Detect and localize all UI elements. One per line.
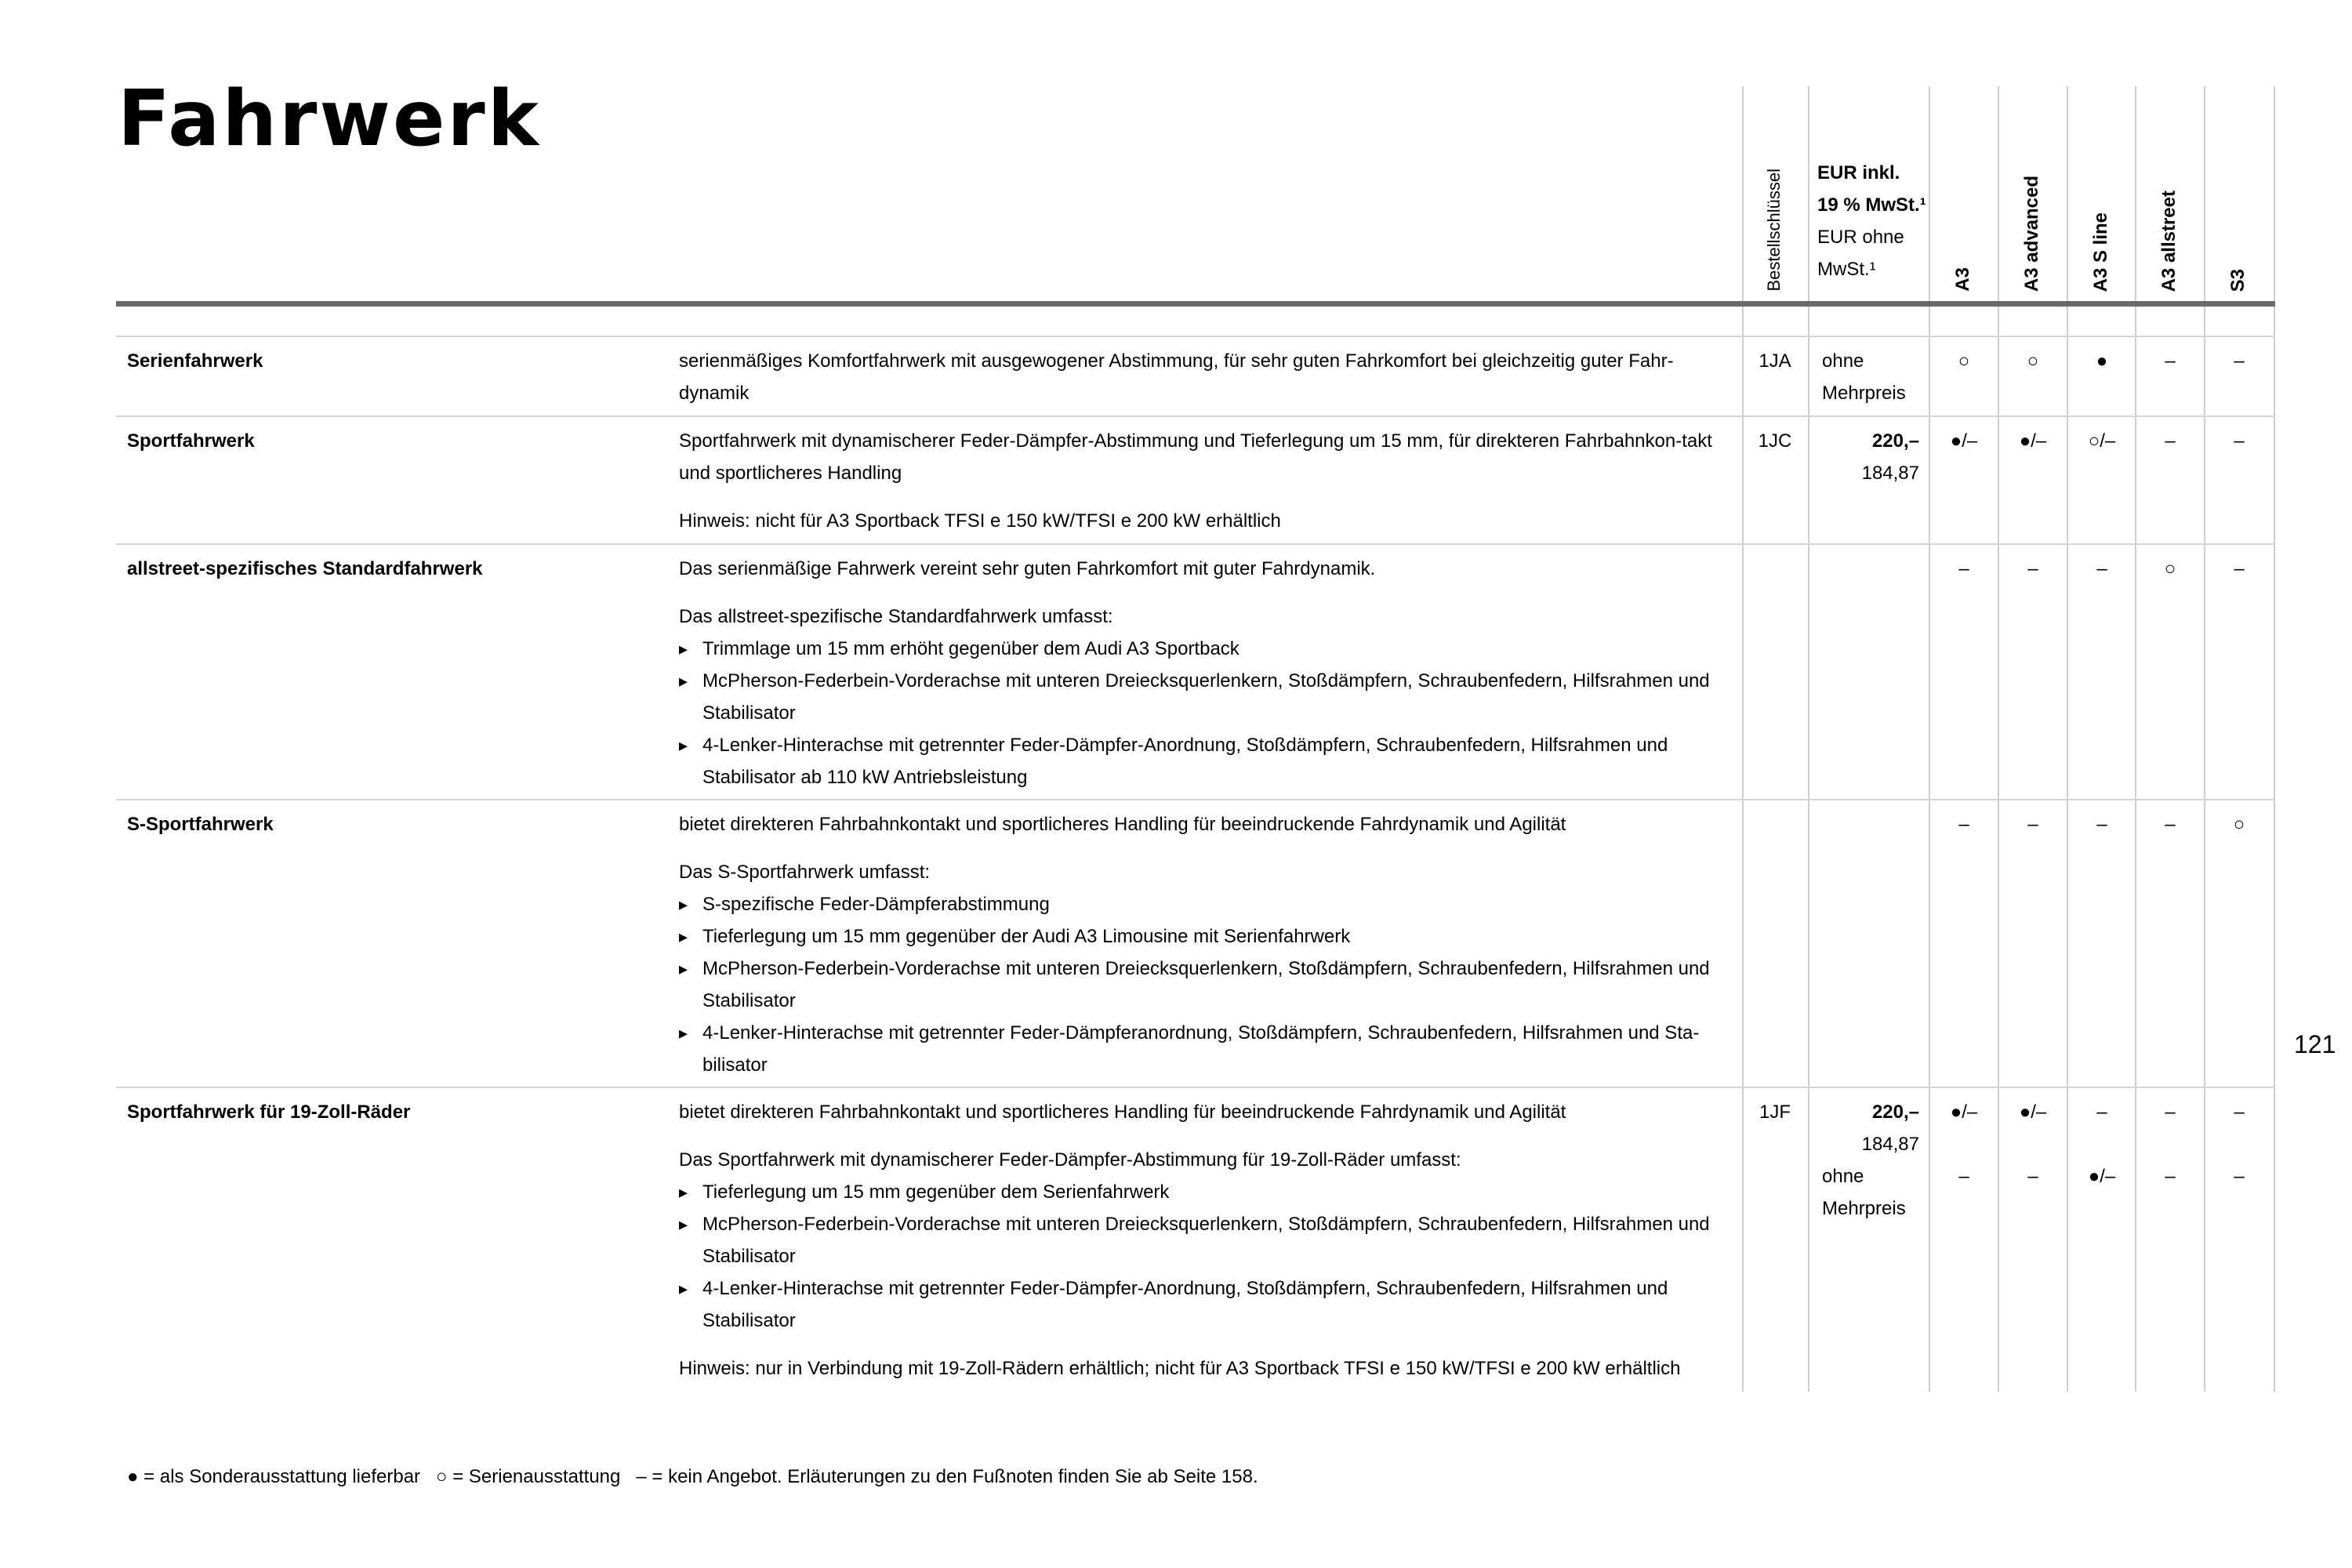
feature-name: allstreet-spezifisches Standardfahrwerk — [127, 558, 483, 579]
list-item: ▸ Tieferlegung um 15 mm gegenüber der Audi A3 Limousine mit Serienfahrwerk — [679, 920, 1733, 953]
page-number: 121 — [2294, 1030, 2336, 1058]
availability-s3: – — [2234, 1102, 2245, 1123]
availability-a3-s-line: – — [2096, 1102, 2107, 1123]
price-header-ohne-1: EUR ohne — [1817, 227, 1904, 248]
feature-bullet-list — [679, 1176, 1733, 1337]
column-header-a3-allstreet: A3 allstreet — [2158, 190, 2180, 292]
feature-description — [679, 553, 1733, 809]
row-divider — [116, 336, 2275, 337]
availability-a3: – — [1958, 558, 1969, 579]
availability-s3: – — [2234, 1166, 2245, 1187]
list-item: ▸ McPherson-Federbein-Vorderachse mit unteren Dreiecksquerlenkern, Stoßdämpfern, Schraubenfedern, Hilfsrahmen und Stabilisator — [679, 665, 1733, 729]
availability-a3-advanced: ●/– — [2019, 430, 2047, 452]
availability-a3: – — [1958, 1166, 1969, 1187]
feature-description — [679, 425, 1733, 553]
description-note: Hinweis: nur in Verbindung mit 19-Zoll-Rädern erhältlich; nicht für A3 Sportback TFSI e 150 kW/TFSI e 200 kW erhältlich — [679, 1358, 1681, 1379]
availability-a3-allstreet: – — [2165, 814, 2176, 835]
feature-bullet-list — [679, 888, 1733, 1081]
availability-a3: ○ — [1958, 350, 1970, 372]
description-intro: Das Sportfahrwerk mit dynamischerer Feder-Dämpfer-Abstimmung für 19-Zoll-Räder umfasst: — [679, 1149, 1461, 1171]
column-header-a3-s-line: A3 S line — [2090, 212, 2111, 292]
availability-a3-allstreet: – — [2165, 1166, 2176, 1187]
list-item: ▸ McPherson-Federbein-Vorderachse mit unteren Dreiecksquerlenkern, Stoßdämpfern, Schraubenfedern, Hilfsrahmen und Stabilisator — [679, 1208, 1733, 1272]
availability-a3-advanced: – — [2027, 558, 2038, 579]
feature-description — [679, 1096, 1733, 1400]
list-item: ▸ 4-Lenker-Hinterachse mit getrennter Feder-Dämpfer-Anordnung, Stoßdämpfern, Schraubenfedern, Hilfsrahmen und Stabilisator ab 110 kW Antriebsleistung — [679, 729, 1733, 793]
availability-a3-advanced: ●/– — [2019, 1102, 2047, 1123]
availability-a3-advanced: – — [2027, 814, 2038, 835]
availability-a3: ●/– — [1950, 430, 1978, 452]
column-header-a3-advanced: A3 advanced — [2021, 175, 2042, 292]
price-header-inkl-1: EUR inkl. — [1817, 162, 1900, 183]
column-divider — [2274, 86, 2275, 1392]
availability-a3-allstreet: – — [2165, 350, 2176, 372]
description-text: bietet direkteren Fahrbahnkontakt und sportlicheres Handling für beeindruckende Fahrdynamik und Agilität — [679, 814, 1566, 835]
feature-name: S-Sportfahrwerk — [127, 814, 274, 835]
feature-description — [679, 808, 1733, 1097]
price-header-ohne-2: MwSt.¹ — [1817, 259, 1876, 280]
list-item: ▸ Tieferlegung um 15 mm gegenüber dem Serienfahrwerk — [679, 1176, 1733, 1208]
availability-s3: – — [2234, 350, 2245, 372]
column-header-price — [1817, 157, 1926, 285]
feature-name: Sportfahrwerk — [127, 430, 255, 452]
description-intro: Das S-Sportfahrwerk umfasst: — [679, 862, 931, 883]
column-divider — [1998, 86, 1999, 1392]
availability-a3-allstreet: ○ — [2164, 558, 2176, 579]
availability-a3-s-line: – — [2096, 558, 2107, 579]
description-note: Hinweis: nicht für A3 Sportback TFSI e 150 kW/TFSI e 200 kW erhältlich — [679, 510, 1281, 532]
column-divider — [1742, 86, 1744, 1392]
price-header-inkl-2: 19 % MwSt.¹ — [1817, 194, 1926, 216]
column-divider — [1808, 86, 1809, 1392]
order-code: 1JA — [1759, 350, 1791, 372]
list-item: ▸ 4-Lenker-Hinterachse mit getrennter Feder-Dämpfer-Anordnung, Stoßdämpfern, Schraubenfedern, Hilfsrahmen und Stabilisator — [679, 1272, 1733, 1337]
list-item: ▸ Trimmlage um 15 mm erhöht gegenüber dem Audi A3 Sportback — [679, 633, 1733, 665]
price — [1817, 1096, 1919, 1160]
availability-a3-advanced: – — [2027, 1166, 2038, 1187]
list-item: ▸ 4-Lenker-Hinterachse mit getrennter Feder-Dämpferanordnung, Stoßdämpfern, Schraubenfedern, Hilfsrahmen und Sta-bilisator — [679, 1017, 1733, 1081]
price-note: Mehrpreis — [1822, 1198, 1906, 1219]
description-text: Sportfahrwerk mit dynamischerer Feder-Dämpfer-Abstimmung und Tieferlegung um 15 mm, für direkteren Fahrbahnkon-takt und sportlicheres Handling — [679, 430, 1712, 484]
feature-bullet-list — [679, 633, 1733, 793]
price-excl-vat: 184,87 — [1861, 1134, 1919, 1155]
column-header-a3: A3 — [1952, 267, 1973, 292]
availability-a3-advanced: ○ — [2027, 350, 2039, 372]
availability-a3-s-line: – — [2096, 814, 2107, 835]
description-text: serienmäßiges Komfortfahrwerk mit ausgewogener Abstimmung, für sehr guten Fahrkomfort bei gleichzeitig guter Fahr-dynamik — [679, 350, 1674, 404]
availability-a3-allstreet: – — [2165, 1102, 2176, 1123]
availability-a3-s-line: ● — [2096, 350, 2108, 372]
price-incl-vat: 220,– — [1871, 430, 1919, 452]
column-header-code: Bestellschlüssel — [1764, 169, 1784, 292]
price-alt — [1822, 1160, 1916, 1225]
price-note: Mehrpreis — [1822, 383, 1906, 404]
availability-a3-allstreet: – — [2165, 430, 2176, 452]
header-rule — [116, 301, 2275, 307]
availability-a3-s-line: ●/– — [2088, 1166, 2116, 1187]
description-intro: Das allstreet-spezifische Standardfahrwerk umfasst: — [679, 606, 1113, 627]
feature-name: Serienfahrwerk — [127, 350, 263, 372]
availability-s3: ○ — [2233, 814, 2245, 835]
column-divider — [2135, 86, 2136, 1392]
price — [1822, 345, 1916, 409]
legend: ● = als Sonderausstattung lieferbar ○ = Serienausstattung – = kein Angebot. Erläuterungen zu den Fußnoten finden Sie ab Seite 158. — [127, 1466, 1258, 1487]
price-excl-vat: 184,87 — [1861, 463, 1919, 484]
price-incl-vat: 220,– — [1871, 1102, 1919, 1123]
column-header-s3: S3 — [2227, 268, 2249, 292]
availability-s3: – — [2234, 430, 2245, 452]
price — [1817, 425, 1919, 489]
availability-a3: – — [1958, 814, 1969, 835]
feature-name: Sportfahrwerk für 19-Zoll-Räder — [127, 1102, 411, 1123]
price-note: ohne — [1822, 1166, 1864, 1187]
column-divider — [2067, 86, 2068, 1392]
list-item: ▸ S-spezifische Feder-Dämpferabstimmung — [679, 888, 1733, 920]
availability-a3: ●/– — [1950, 1102, 1978, 1123]
order-code: 1JC — [1758, 430, 1792, 452]
feature-description — [679, 345, 1733, 425]
price-note: ohne — [1822, 350, 1864, 372]
availability-a3-s-line: ○/– — [2088, 430, 2116, 452]
column-divider — [1929, 86, 1930, 1392]
description-text: Das serienmäßige Fahrwerk vereint sehr guten Fahrkomfort mit guter Fahrdynamik. — [679, 558, 1376, 579]
availability-s3: – — [2234, 558, 2245, 579]
page-title: Fahrwerk — [118, 74, 541, 164]
list-item: ▸ McPherson-Federbein-Vorderachse mit unteren Dreiecksquerlenkern, Stoßdämpfern, Schraubenfedern, Hilfsrahmen und Stabilisator — [679, 953, 1733, 1017]
column-divider — [2204, 86, 2205, 1392]
order-code: 1JF — [1759, 1102, 1791, 1123]
description-text: bietet direkteren Fahrbahnkontakt und sportlicheres Handling für beeindruckende Fahrdynamik und Agilität — [679, 1102, 1566, 1123]
